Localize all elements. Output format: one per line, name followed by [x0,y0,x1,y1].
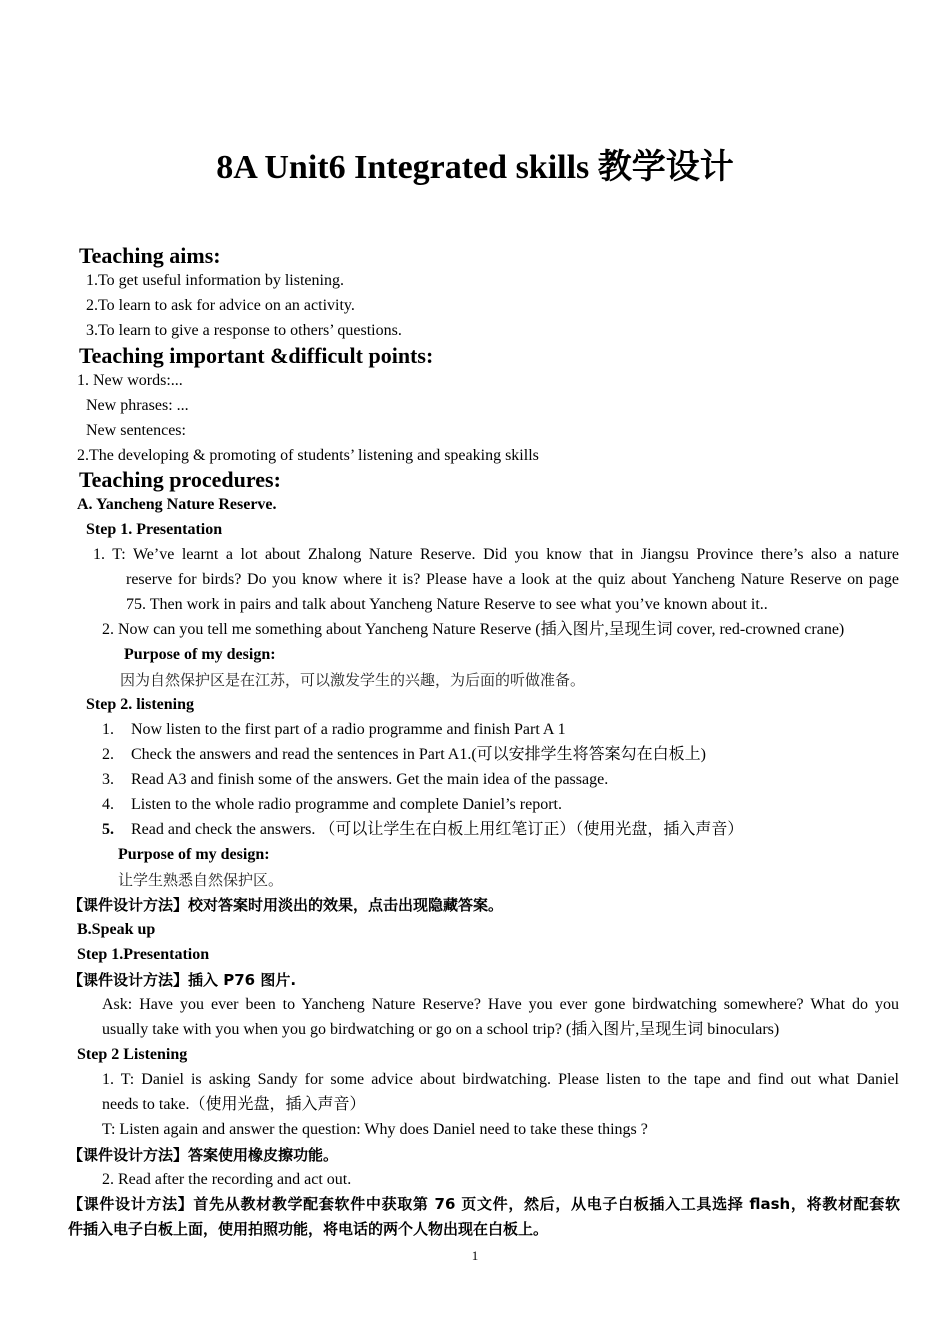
step1-paragraph-line: reserve for birds? Do you know where it is? Please have a look at the quiz about Yancheng Nature Reserve on page [126,571,899,588]
document-title: 8A Unit6 Integrated skills 教学设计 [216,149,734,186]
ask-line: usually take with you when you go birdwatching or go on a school trip? (插入图片,呈现生词 binoculars) [102,1021,780,1038]
item-text: Read and check the answers. （可以让学生在白板上用红笔订正）（使用光盘，插入声音） [131,821,744,838]
item-text: Check the answers and read the sentences in Part A1.(可以安排学生将答案勾在白板上) [131,746,706,763]
purpose-text: 让学生熟悉自然保护区。 [118,871,284,889]
item-number: 1. [102,721,114,738]
section-b-heading: B.Speak up [77,921,156,938]
b-question: T: Listen again and answer the question: Why does Daniel need to take these things ? [102,1121,648,1138]
step2-heading: Step 2. listening [86,696,195,713]
method-note: 【课件设计方法】答案使用橡皮擦功能。 [68,1146,339,1164]
points-heading: Teaching important &difficult points: [79,343,434,368]
listening-item [102,720,566,740]
b-step2-heading: Step 2 Listening [77,1046,188,1063]
item-number: 4. [102,796,114,813]
item-text: Listen to the whole radio programme and complete Daniel’s report. [131,796,562,813]
aims-heading: Teaching aims: [79,243,221,268]
step1-paragraph-line: 75. Then work in pairs and talk about Yancheng Nature Reserve to see what you’ve known about it.. [126,596,768,613]
listening-item [102,770,608,790]
method-note: 【课件设计方法】校对答案时用淡出的效果，点击出现隐藏答案。 [68,896,504,914]
listening-item [102,820,743,840]
item-text: Read A3 and finish some of the answers. Get the main idea of the passage. [131,771,609,788]
step1-paragraph-line: 1. T: We’ve learnt a lot about Zhalong Nature Reserve. Did you know that in Jiangsu Province there’s also a nature [93,546,899,563]
b-paragraph-line: 1. T: Daniel is asking Sandy for some advice about birdwatching. Please listen to the tape and find out what Daniel [102,1071,899,1088]
point-item: New phrases: ... [86,397,189,414]
item-number: 3. [102,771,114,788]
point-item: 1. New words:... [77,372,183,389]
aim-item: 3.To learn to give a response to others’ questions. [86,322,402,339]
aim-item: 1.To get useful information by listening. [86,272,344,289]
page-number: 1 [471,1248,479,1263]
b-paragraph-2: 2. Read after the recording and act out. [102,1171,352,1188]
item-number: 5. [102,821,114,838]
item-text: Now listen to the first part of a radio programme and finish Part A 1 [131,721,566,738]
b-paragraph-line: needs to take.（使用光盘，插入声音） [102,1096,366,1113]
listening-item [102,795,562,815]
method-note: 【课件设计方法】插入 P76 图片. [68,971,297,989]
listening-item [102,745,706,765]
method-note: 【课件设计方法】首先从教材教学配套软件中获取第 76 页文件，然后，从电子白板插入工具选择 flash，将教材配套软 [68,1195,900,1213]
step1-paragraph-2: 2. Now can you tell me something about Yancheng Nature Reserve (插入图片,呈现生词 cover, red-crowned crane) [102,621,845,638]
step1-heading: Step 1. Presentation [86,521,223,538]
section-a-heading: A. Yancheng Nature Reserve. [77,496,277,513]
point-item: New sentences: [86,422,186,439]
purpose-label: Purpose of my design: [118,846,270,863]
item-number: 2. [102,746,114,763]
method-note: 件插入电子白板上面，使用拍照功能，将电话的两个人物出现在白板上。 [68,1220,549,1238]
b-step1-heading: Step 1.Presentation [77,946,210,963]
point-item: 2.The developing & promoting of students’ listening and speaking skills [77,447,539,464]
aim-item: 2.To learn to ask for advice on an activity. [86,297,355,314]
purpose-text: 因为自然保护区是在江苏，可以激发学生的兴趣，为后面的听做准备。 [120,671,586,689]
ask-line: Ask: Have you ever been to Yancheng Nature Reserve? Have you ever gone birdwatching somewhere? What do you [102,996,899,1013]
procedures-heading: Teaching procedures: [79,467,281,492]
purpose-label: Purpose of my design: [124,646,276,663]
